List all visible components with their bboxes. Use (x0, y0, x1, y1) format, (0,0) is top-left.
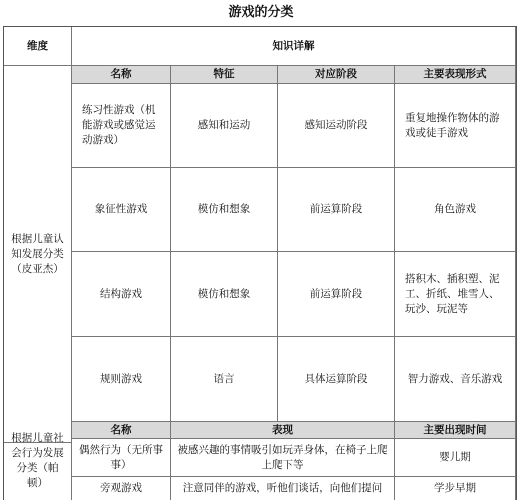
table-row-6-time: 学步早期 (395, 477, 516, 500)
table-row-2-feature: 模仿和想象 (171, 168, 278, 252)
header-details: 知识详解 (72, 27, 516, 66)
table-row-5-time: 婴儿期 (395, 439, 516, 477)
section2-dimension: 根据儿童社会行为发展分类（帕顿） (4, 422, 72, 500)
page-title: 游戏的分类 (228, 5, 294, 20)
section1-col-form: 主要表现形式 (395, 66, 516, 84)
section2-col-name: 名称 (72, 422, 171, 439)
table-row-3-stage: 前运算阶段 (278, 252, 395, 337)
table-row-1-form: 重复地操作物体的游戏或徒手游戏 (395, 84, 516, 168)
table-row-3-name: 结构游戏 (72, 252, 171, 337)
table-row-6-name: 旁观游戏 (72, 477, 171, 500)
table-row-3-feature: 模仿和想象 (171, 252, 278, 337)
section2-col-behavior: 表现 (171, 422, 395, 439)
table-row-2-name: 象征性游戏 (72, 168, 171, 252)
section1-col-feature: 特征 (171, 66, 278, 84)
table-row-3-form: 搭积木、插积塑、泥工、折纸、堆雪人、玩沙、玩泥等 (395, 252, 516, 337)
table-row-5-name: 偶然行为（无所事事） (72, 439, 171, 477)
table-row-5-behavior: 被感兴趣的事情吸引如玩弄身体，在椅子上爬上爬下等 (171, 439, 395, 477)
table-row-4-form: 智力游戏、音乐游戏 (395, 337, 516, 422)
table-row-1-stage: 感知运动阶段 (278, 84, 395, 168)
table-row-1-feature: 感知和运动 (171, 84, 278, 168)
section1-col-stage: 对应阶段 (278, 66, 395, 84)
table-row-1-name: 练习性游戏（机能游戏或感觉运动游戏） (72, 84, 171, 168)
header-dimension: 维度 (4, 27, 72, 66)
section1-col-name: 名称 (72, 66, 171, 84)
section2-col-time: 主要出现时间 (395, 422, 516, 439)
classification-table (3, 26, 517, 500)
table-row-4-feature: 语言 (171, 337, 278, 422)
table-row-2-form: 角色游戏 (395, 168, 516, 252)
table-row-4-name: 规则游戏 (72, 337, 171, 422)
section1-dimension: 根据儿童认知发展分类（皮亚杰） (4, 66, 72, 443)
table-row-4-stage: 具体运算阶段 (278, 337, 395, 422)
table-row-2-stage: 前运算阶段 (278, 168, 395, 252)
table-row-6-behavior: 注意同伴的游戏，听他们谈话，向他们提问 (171, 477, 395, 500)
